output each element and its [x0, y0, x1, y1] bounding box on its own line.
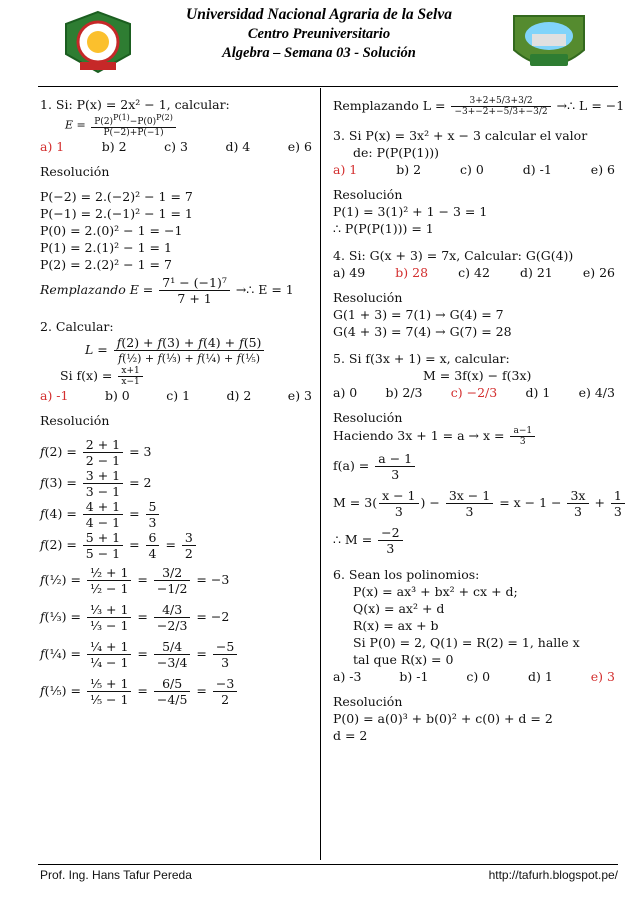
- p4-resolution-heading: Resolución: [333, 290, 403, 305]
- p1-formula: E = $\frac{P(2)^{P(1)}-P(0)^{P(2)}}{P(-2)+P(-1)}$: [40, 113, 312, 138]
- option-e: e) 3: [590, 669, 615, 684]
- column-divider: [320, 88, 321, 860]
- p3-statement: 3. Si P(x) = 3x² + x − 3 calcular el valor: [333, 128, 588, 143]
- right-column: [333, 96, 625, 744]
- option-b: b) 2: [396, 162, 422, 177]
- option-b: b) 2: [101, 139, 127, 154]
- p1-statement: 1. Si: P(x) = 2x² − 1, calcular:: [40, 97, 230, 112]
- option-b: b) 2/3: [385, 385, 423, 400]
- p4-step: G(4 + 3) = 7(4) → G(7) = 28: [333, 324, 512, 339]
- option-c: c) 0: [466, 669, 491, 684]
- footer-divider: [38, 864, 618, 865]
- p5-step: f(a) = $\frac{a - 1}{3}$: [333, 451, 615, 482]
- p6-step: d = 2: [333, 728, 368, 743]
- option-b: b) 0: [104, 388, 130, 403]
- p4-step: G(1 + 3) = 7(1) → G(4) = 7: [333, 307, 504, 322]
- p2-options: [40, 387, 312, 404]
- p1-step: P(−1) = 2.(−1)² − 1 = 1: [40, 206, 193, 221]
- option-a: a) -3: [333, 669, 362, 684]
- session-title: Algebra – Semana 03 - Solución: [222, 45, 416, 61]
- p5-step: M = 3( $\frac{x - 1}{3}$ ) − $\frac{3x - 1}{3}$ = x − 1 − $\frac{3x}{3}$ + $\frac{1}{3}$: [333, 488, 615, 519]
- p2-step: f(⅕) = $\frac{\text{⅕ + 1}}{\text{⅕ − 1}}$ = $\frac{6/5}{-4/5}$ = $\frac{-3}{2}$: [40, 676, 312, 707]
- option-c: c) 0: [460, 162, 484, 177]
- p1-step: P(0) = 2.(0)² − 1 = −1: [40, 223, 183, 238]
- option-a: a) 1: [40, 139, 65, 154]
- footer-author: Prof. Ing. Hans Tafur Pereda: [40, 868, 192, 882]
- p1-resolution-heading: Resolución: [40, 164, 110, 179]
- option-c: c) 42: [458, 265, 490, 280]
- p2-step: f(3) = $\frac{3 + 1}{3 - 1}$ = 2: [40, 468, 152, 499]
- p5-resolution-heading: Resolución: [333, 410, 403, 425]
- p1-final: Remplazando E = $\frac{\text{7¹ − (−1)⁷}}{7 + 1}$ →∴ E = 1: [40, 275, 294, 306]
- p2-conclusion: Remplazando L = $\frac{3+2+5/3+3/2}{-3+-2+-5/3+-3/2}$ →∴ L = −1: [333, 96, 625, 117]
- p1-step: P(1) = 2.(1)² − 1 = 1: [40, 240, 172, 255]
- p2-step: f(¼) = $\frac{\text{¼ + 1}}{\text{¼ − 1}}$ = $\frac{5/4}{-3/4}$ = $\frac{-5}{3}$: [40, 639, 312, 670]
- option-e: e) 26: [582, 265, 615, 280]
- p6-step: P(0) = a(0)³ + b(0)² + c(0) + d = 2: [333, 711, 553, 726]
- p5-options: [333, 384, 615, 401]
- p1-step: P(−2) = 2.(−2)² − 1 = 7: [40, 189, 193, 204]
- p6-line: Q(x) = ax² + d: [353, 601, 445, 616]
- option-e: e) 4/3: [578, 385, 615, 400]
- p5-statement-cont: M = 3f(x) − f(3x): [423, 368, 532, 383]
- p5-step: Haciendo 3x + 1 = a → x = $\frac{a-1}{3}$: [333, 426, 615, 447]
- option-c: c) 3: [164, 139, 188, 154]
- p6-line: tal que R(x) = 0: [353, 652, 454, 667]
- option-d: d) 1: [525, 385, 551, 400]
- option-d: d) 2: [226, 388, 252, 403]
- option-e: e) 6: [287, 139, 312, 154]
- option-d: d) 1: [528, 669, 553, 684]
- p3-resolution-heading: Resolución: [333, 187, 403, 202]
- option-b: b) 28: [395, 265, 429, 280]
- option-a: a) -1: [40, 388, 69, 403]
- p6-line: Si P(0) = 2, Q(1) = R(2) = 1, halle x: [353, 635, 580, 650]
- p4-statement: 4. Si: G(x + 3) = 7x, Calcular: G(G(4)): [333, 248, 574, 263]
- p2-definition: Si f(x) = $\frac{x+1}{x-1}$: [40, 366, 312, 387]
- p2-step: f(⅓) = $\frac{\text{⅓ + 1}}{\text{⅓ − 1}}$ = $\frac{4/3}{-2/3}$ = −2: [40, 602, 230, 633]
- center-subtitle: Centro Preuniversitario: [247, 26, 391, 42]
- option-d: d) 4: [225, 139, 251, 154]
- p6-line: P(x) = ax³ + bx² + cx + d;: [353, 584, 518, 599]
- left-column: [40, 96, 312, 707]
- p5-statement: 5. Si f(3x + 1) = x, calcular:: [333, 351, 510, 366]
- p6-line: R(x) = ax + b: [353, 618, 439, 633]
- p3-step: P(1) = 3(1)² + 1 − 3 = 1: [333, 204, 488, 219]
- p6-resolution-heading: Resolución: [333, 694, 403, 709]
- p2-formula: L = $\frac{f(2) + f(3) + f(4) + f(5)}{\text{f(½) + f(⅓) + f(¼) + f(⅕)}}$: [40, 335, 312, 366]
- p3-step: ∴ P(P(P(1))) = 1: [333, 221, 434, 236]
- p1-step: P(2) = 2.(2)² − 1 = 7: [40, 257, 172, 272]
- p6-options: [333, 668, 615, 685]
- option-b: b) -1: [399, 669, 429, 684]
- header-divider: [38, 86, 618, 87]
- p5-step: ∴ M = $\frac{-2}{3}$: [333, 525, 615, 556]
- option-e: e) 3: [287, 388, 312, 403]
- option-a: a) 1: [333, 162, 358, 177]
- p2-statement: 2. Calcular:: [40, 319, 114, 334]
- p2-step: f(4) = $\frac{4 + 1}{4 - 1}$ = $\frac{5}{3}$: [40, 499, 312, 530]
- p3-options: [333, 161, 615, 178]
- p3-statement-cont: de: P(P(P(1))): [353, 145, 440, 160]
- university-title: Universidad Nacional Agraria de la Selva: [186, 6, 452, 23]
- p2-step: f(2) = $\frac{2 + 1}{2 - 1}$ = 3: [40, 437, 152, 468]
- p4-options: [333, 264, 615, 281]
- p6-statement: 6. Sean los polinomios:: [333, 567, 480, 582]
- option-d: d) 21: [519, 265, 553, 280]
- p1-options: [40, 138, 312, 155]
- p2-resolution-heading: Resolución: [40, 413, 110, 428]
- option-e: e) 6: [590, 162, 615, 177]
- option-d: d) -1: [522, 162, 552, 177]
- option-c: c) −2/3: [450, 385, 498, 400]
- option-a: a) 49: [333, 265, 366, 280]
- footer-url[interactable]: http://tafurh.blogspot.pe/: [488, 868, 618, 882]
- p2-step: f(½) = $\frac{\text{½ + 1}}{\text{½ − 1}}$ = $\frac{3/2}{-1/2}$ = −3: [40, 565, 230, 596]
- option-c: c) 1: [166, 388, 191, 403]
- option-a: a) 0: [333, 385, 358, 400]
- p2-step: f(2) = $\frac{5 + 1}{5 - 1}$ = $\frac{6}{4}$ = $\frac{3}{2}$: [40, 530, 312, 561]
